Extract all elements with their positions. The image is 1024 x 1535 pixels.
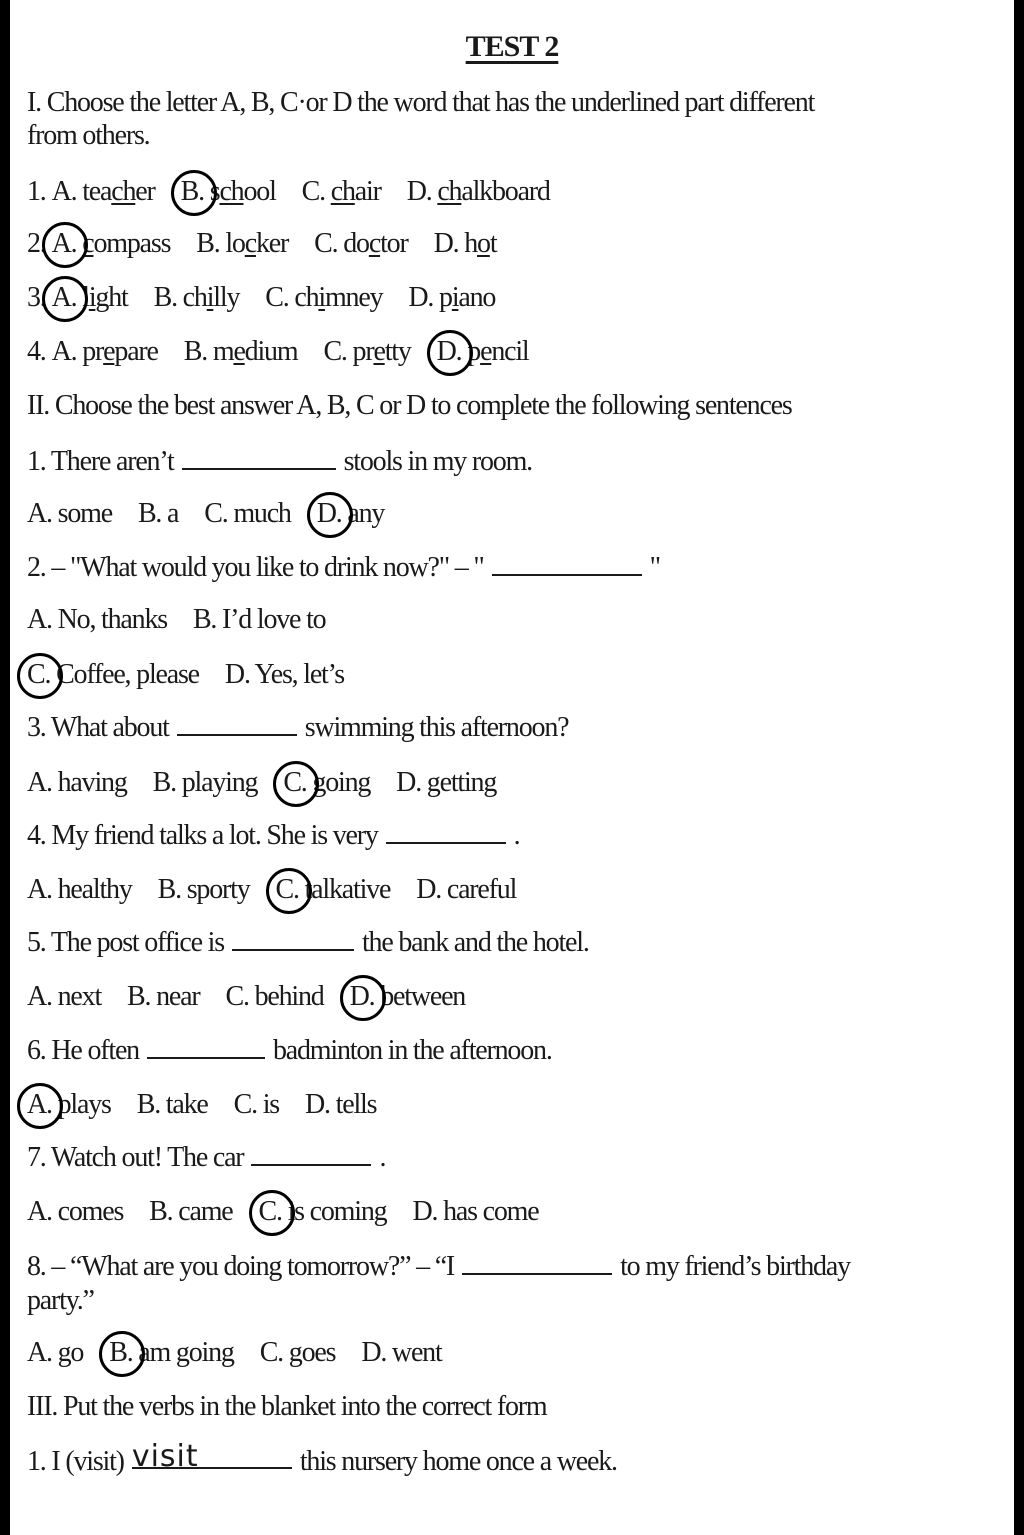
s3-q1: 1. I (visit) visit this nursery home once a week. (27, 1439, 617, 1477)
option-d[interactable]: D. careful (416, 874, 517, 905)
option-a[interactable]: A. light (52, 282, 128, 313)
answer-field[interactable] (131, 1439, 292, 1474)
answer-circle (42, 276, 88, 322)
question-number: 2. (27, 228, 46, 259)
answer-circle (17, 653, 63, 699)
option-a[interactable]: A. No, thanks (27, 604, 167, 635)
answer-blank[interactable] (177, 712, 297, 736)
page-title: TEST 2 (465, 30, 559, 63)
option-d[interactable]: D. piano (408, 282, 496, 313)
answer-circle (42, 222, 88, 268)
answer-blank[interactable] (182, 446, 336, 470)
q8-stem: 8. – “What are you doing tomorrow?” – “I to my friend’s birthday (27, 1251, 850, 1282)
option-b[interactable]: B. playing (152, 767, 258, 798)
option-c[interactable]: C. chair (301, 176, 381, 207)
option-b[interactable]: B. sporty (157, 874, 250, 905)
option-a[interactable]: A. teacher (51, 176, 155, 207)
option-d[interactable]: D. pencil (437, 336, 529, 367)
option-c[interactable]: C. goes (259, 1337, 336, 1368)
option-c[interactable]: C. going (283, 767, 370, 798)
option-b[interactable]: B. take (136, 1089, 208, 1120)
section1-heading-cont: from others. (27, 120, 150, 151)
option-c[interactable]: C. pretty (323, 336, 411, 367)
option-c[interactable]: C. much (204, 498, 291, 529)
option-c[interactable]: C. is (233, 1089, 280, 1120)
option-a[interactable]: A. prepare (51, 336, 158, 367)
question-number: 4. (27, 336, 46, 367)
option-c[interactable]: C. chimney (265, 282, 383, 313)
section2-heading: II. Choose the best answer A, B, C or D to complete the following sentences (27, 390, 792, 421)
section1-heading: I. Choose the letter A, B, C·or D the word that has the underlined part different (27, 87, 815, 118)
question-4 (27, 336, 555, 368)
answer-circle (17, 1083, 63, 1129)
q5-stem: 5. The post office is the bank and the hotel. (27, 927, 589, 958)
answer-circle (99, 1331, 145, 1377)
answer-circle (266, 868, 312, 914)
q5-options (27, 981, 491, 1013)
option-b[interactable]: B. chilly (153, 282, 240, 313)
q4-options (27, 874, 542, 906)
question-3 (27, 282, 521, 314)
option-a[interactable]: A. comes (27, 1196, 124, 1227)
handwritten-answer: visit (131, 1439, 199, 1474)
q2-options-row1 (27, 604, 351, 636)
option-b[interactable]: B. school (181, 176, 276, 207)
option-b[interactable]: B. I’d love to (192, 604, 326, 635)
answer-circle (340, 975, 386, 1021)
answer-circle (307, 492, 353, 538)
answer-circle (273, 761, 319, 807)
option-c[interactable]: C. behind (225, 981, 324, 1012)
q2-options-row2 (27, 659, 370, 691)
q3-stem: 3. What about swimming this afternoon? (27, 712, 569, 743)
q4-stem: 4. My friend talks a lot. She is very . (27, 820, 520, 851)
q7-stem: 7. Watch out! The car . (27, 1142, 386, 1173)
option-b[interactable]: B. a (137, 498, 179, 529)
option-d[interactable]: D. Yes, let’s (224, 659, 344, 690)
option-b[interactable]: B. medium (183, 336, 298, 367)
q1-options (27, 498, 410, 530)
answer-blank[interactable] (232, 927, 354, 951)
option-b[interactable]: B. came (149, 1196, 233, 1227)
option-b[interactable]: B. am going (109, 1337, 233, 1368)
option-d[interactable]: D. chalkboard (406, 176, 550, 207)
option-a[interactable]: A. having (27, 767, 127, 798)
answer-circle (249, 1190, 295, 1236)
question-number: 1. (27, 176, 46, 207)
answer-circle (427, 330, 473, 376)
option-a[interactable]: A. compass (52, 228, 171, 259)
option-a[interactable]: A. some (27, 498, 112, 529)
option-b[interactable]: B. near (127, 981, 200, 1012)
q8-options (27, 1337, 468, 1369)
option-d[interactable]: D. between (350, 981, 466, 1012)
question-2 (27, 228, 522, 260)
option-d[interactable]: D. any (317, 498, 384, 529)
q7-options (27, 1196, 564, 1228)
right-border (1014, 0, 1024, 1535)
option-d[interactable]: D. went (361, 1337, 442, 1368)
section3-heading: III. Put the verbs in the blanket into the correct form (27, 1391, 547, 1422)
answer-blank[interactable] (147, 1035, 265, 1059)
question-1 (27, 176, 576, 208)
q8-stem-cont: party.” (27, 1285, 94, 1316)
option-c[interactable]: C. is coming (259, 1196, 387, 1227)
option-b[interactable]: B. locker (196, 228, 289, 259)
option-a[interactable]: A. go (27, 1337, 84, 1368)
answer-blank[interactable] (492, 552, 642, 576)
q2-stem: 2. – "What would you like to drink now?" – " " (27, 552, 660, 583)
q3-options (27, 767, 522, 799)
option-a[interactable]: A. plays (27, 1089, 111, 1120)
answer-circle (171, 170, 217, 216)
option-c[interactable]: C. Coffee, please (27, 659, 199, 690)
option-a[interactable]: A. next (27, 981, 102, 1012)
option-c[interactable]: C. talkative (276, 874, 391, 905)
option-d[interactable]: D. getting (396, 767, 497, 798)
answer-blank[interactable] (251, 1142, 371, 1166)
option-c[interactable]: C. doctor (314, 228, 408, 259)
question-number: 3. (27, 282, 46, 313)
q1-stem: 1. There aren’t stools in my room. (27, 446, 532, 477)
q6-options (27, 1089, 402, 1121)
answer-blank[interactable] (462, 1251, 612, 1275)
answer-blank[interactable] (386, 820, 506, 844)
option-a[interactable]: A. healthy (27, 874, 132, 905)
option-d[interactable]: D. hot (433, 228, 497, 259)
option-d[interactable]: D. tells (305, 1089, 377, 1120)
option-d[interactable]: D. has come (412, 1196, 539, 1227)
q6-stem: 6. He often badminton in the afternoon. (27, 1035, 552, 1066)
left-border (0, 0, 10, 1535)
